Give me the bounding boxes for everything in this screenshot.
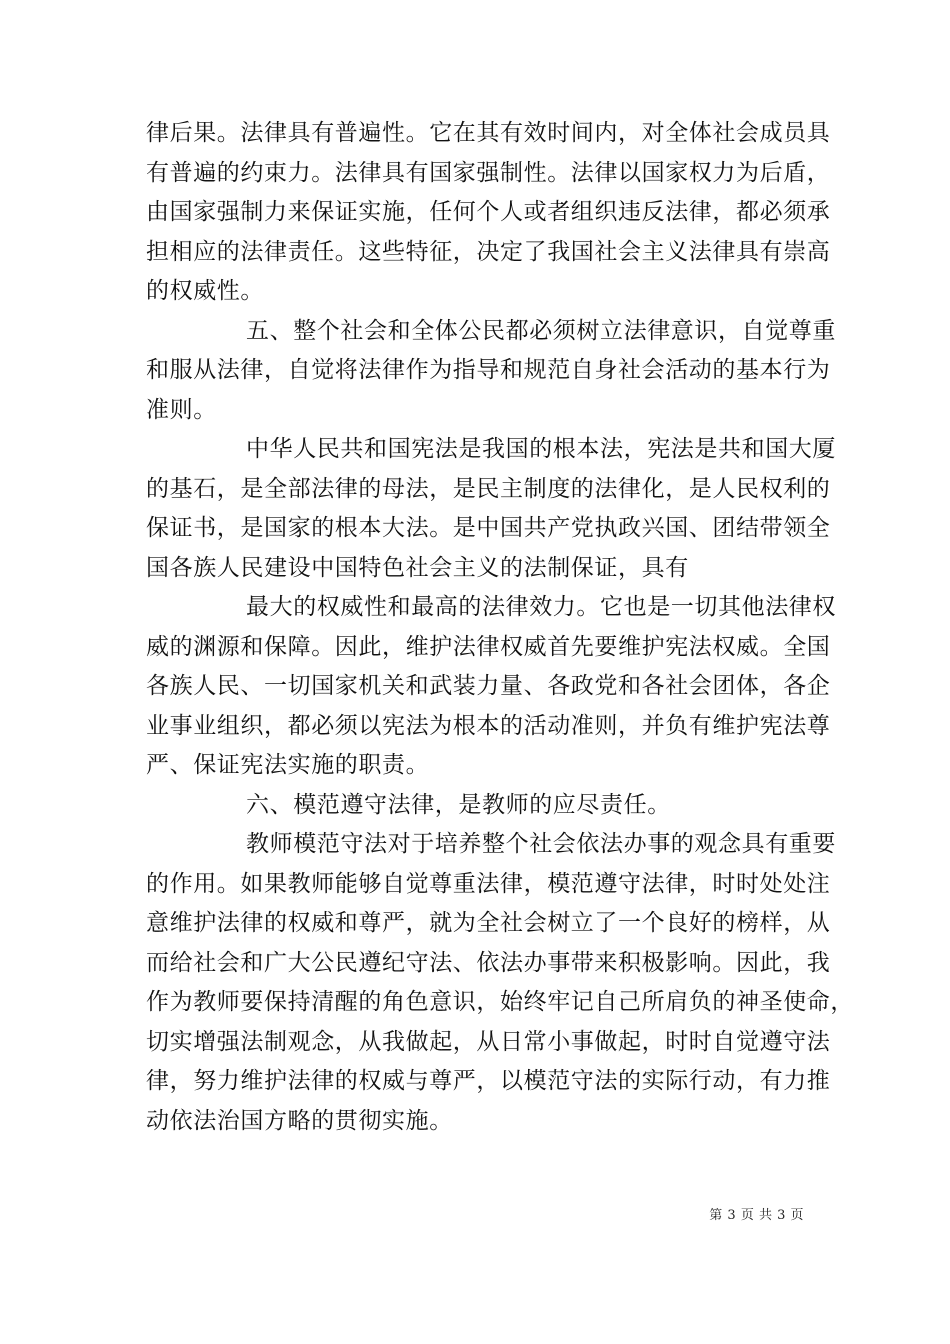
text-line: 动依法治国方略的贯彻实施。 [146, 1107, 453, 1134]
section-heading-six: 六、模范遵守法律，是教师的应尽责任。 [246, 791, 671, 818]
text-line: 国各族人民建设中国特色社会主义的法制保证，具有 [146, 554, 689, 581]
section-heading-five: 五、整个社会和全体公民都必须树立法律意识，自觉尊重 [246, 317, 836, 344]
text-line: 业事业组织，都必须以宪法为根本的活动准则，并负有维护宪法尊 [146, 712, 831, 739]
page-number: 第 3 页 共 3 页 [709, 1208, 804, 1223]
text-line: 的基石，是全部法律的母法，是民主制度的法律化，是人民权利的 [146, 475, 831, 502]
text-line: 作为教师要保持清醒的角色意识，始终牢记自己所肩负的神圣使命， [146, 989, 854, 1015]
text-line: 的权威性。 [146, 278, 264, 304]
text-line: 的作用。如果教师能够自觉尊重法律，模范遵守法律，时时处处注 [146, 870, 831, 897]
body-text [146, 114, 854, 1141]
text-line: 准则。 [146, 396, 217, 423]
text-line: 意维护法律的权威和尊严，就为全社会树立了一个良好的榜样，从 [146, 910, 831, 936]
text-line: 保证书，是国家的根本大法。是中国共产党执政兴国、团结带领全 [146, 515, 831, 541]
text-line: 由国家强制力来保证实施，任何个人或者组织违反法律，都必须承 [146, 199, 831, 225]
text-line: 威的渊源和保障。因此，维护法律权威首先要维护宪法权威。全国 [146, 633, 831, 660]
text-line: 而给社会和广大公民遵纪守法、依法办事带来积极影响。因此，我 [146, 949, 831, 976]
text-line: 和服从法律，自觉将法律作为指导和规范自身社会活动的基本行为 [146, 357, 831, 383]
text-line: 有普遍的约束力。法律具有国家强制性。法律以国家权力为后盾， [146, 159, 831, 186]
text-line: 律后果。法律具有普遍性。它在其有效时间内，对全体社会成员具 [146, 120, 831, 146]
text-line: 各族人民、一切国家机关和武装力量、各政党和各社会团体，各企 [146, 673, 831, 699]
text-line: 担相应的法律责任。这些特征，决定了我国社会主义法律具有崇高 [146, 238, 831, 265]
paragraph-start: 最大的权威性和最高的法律效力。它也是一切其他法律权 [246, 594, 836, 620]
text-line: 严、保证宪法实施的职责。 [146, 752, 430, 778]
text-line: 律，努力维护法律的权威与尊严，以模范守法的实际行动，有力推 [146, 1068, 831, 1094]
text-line: 切实增强法制观念，从我做起，从日常小事做起，时时自觉遵守法 [146, 1028, 831, 1055]
paragraph-start: 中华人民共和国宪法是我国的根本法，宪法是共和国大厦 [246, 436, 836, 462]
paragraph-start: 教师模范守法对于培养整个社会依法办事的观念具有重要 [246, 831, 836, 857]
